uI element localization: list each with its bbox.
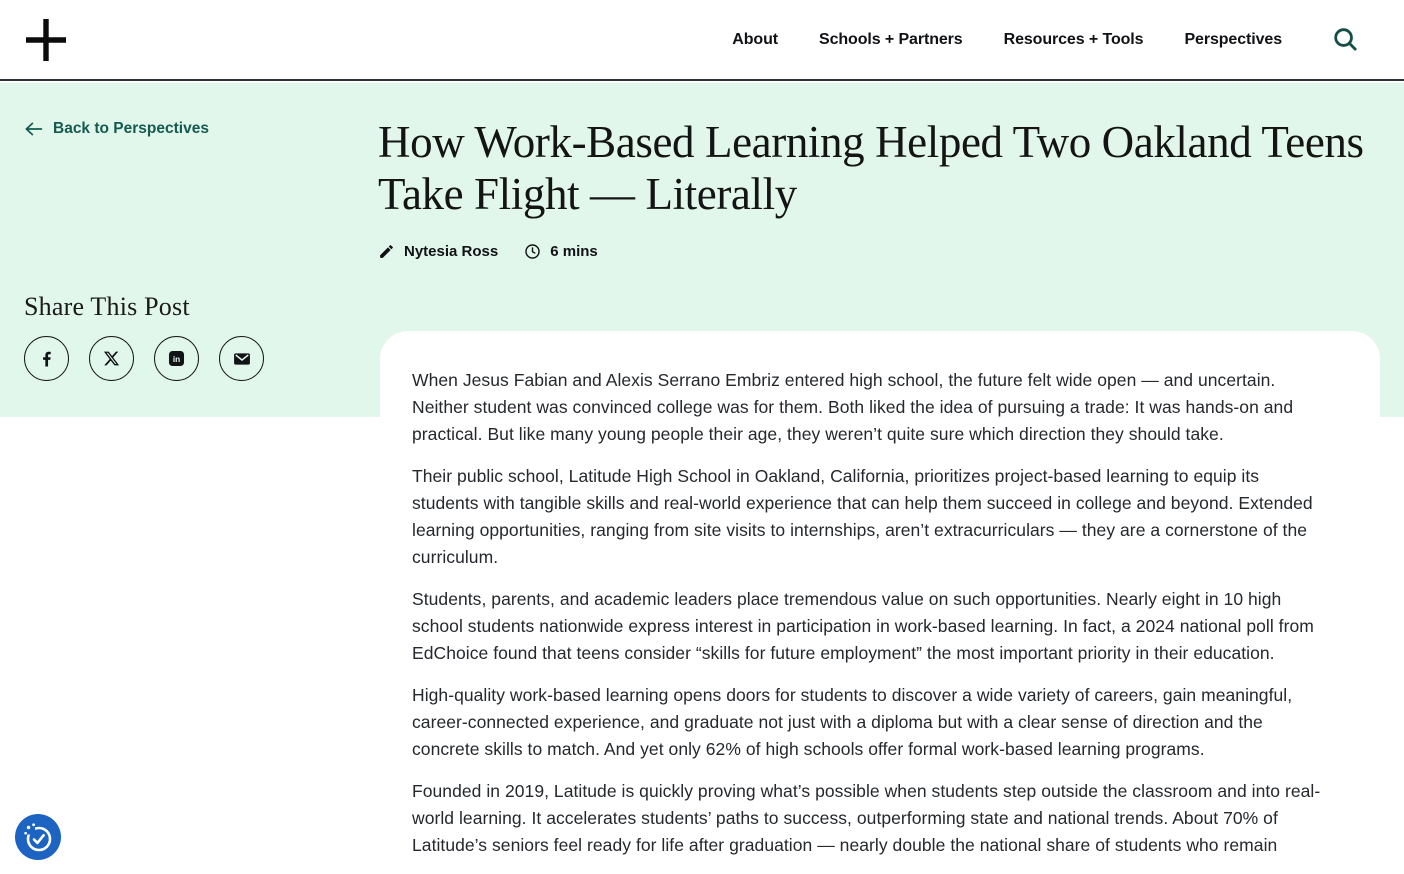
nav-item-resources-tools[interactable]: Resources + Tools bbox=[1003, 30, 1144, 48]
arrow-left-icon bbox=[24, 121, 43, 137]
article-body-card bbox=[380, 331, 1380, 874]
author-name: Nytesia Ross bbox=[404, 243, 499, 260]
article-meta bbox=[378, 243, 598, 260]
read-time: 6 mins bbox=[550, 243, 598, 260]
email-icon bbox=[232, 349, 252, 369]
article-paragraph: Their public school, Latitude High School in Oakland, California, prioritizes project-based learning to equip its students with tangible skills and real-world experience that can help them succeed in college and beyond. Extended learning opportunities, ranging from site visits to internships, aren’t extracurriculars — they are a cornerstone of the curriculum. bbox=[412, 466, 1313, 567]
facebook-icon bbox=[38, 350, 56, 368]
article-title: How Work-Based Learning Helped Two Oakland Teens Take Flight — Literally bbox=[378, 117, 1364, 219]
article-paragraph: Students, parents, and academic leaders place tremendous value on such opportunities. Nearly eight in 10 high school students nationwide express interest in participation in work-based learning. In fact, a 2024 national poll from EdChoice found that teens consider “skills for future employment” the most important priority in their education. bbox=[412, 589, 1314, 663]
top-navigation-bar bbox=[0, 0, 1404, 81]
linkedin-icon bbox=[167, 349, 186, 368]
clock-icon bbox=[524, 243, 541, 260]
article-paragraph: When Jesus Fabian and Alexis Serrano Embriz entered high school, the future felt wide open — and uncertain. Neither student was convinced college was for them. Both liked the idea of pursuing a trade: It was hands-on and practical. But like many young people their age, they weren’t quite sure which direction they should take. bbox=[412, 370, 1294, 444]
pencil-icon bbox=[378, 243, 395, 260]
share-block bbox=[24, 292, 264, 381]
article-paragraph: High-quality work-based learning opens doors for students to discover a wide variety of careers, gain meaningful, career-connected experience, and graduate not just with a diploma but with a clear sense of direction and the concrete skills to match. And yet only 62% of high schools offer formal work-based learning programs. bbox=[412, 685, 1293, 759]
share-heading: Share This Post bbox=[24, 292, 190, 321]
plus-logo[interactable] bbox=[24, 16, 68, 64]
search-icon bbox=[1332, 26, 1359, 53]
nav-item-schools-partners[interactable]: Schools + Partners bbox=[819, 30, 963, 48]
main-nav bbox=[732, 31, 1282, 49]
share-email-button[interactable] bbox=[219, 336, 264, 381]
share-facebook-button[interactable] bbox=[24, 336, 69, 381]
share-linkedin-button[interactable] bbox=[154, 336, 199, 381]
cookie-consent-button[interactable] bbox=[15, 814, 61, 860]
nav-item-perspectives[interactable]: Perspectives bbox=[1184, 30, 1282, 48]
back-link-label: Back to Perspectives bbox=[53, 120, 209, 137]
read-time-meta bbox=[524, 243, 598, 260]
x-twitter-icon bbox=[103, 350, 120, 367]
search-button[interactable] bbox=[1330, 25, 1360, 55]
back-to-perspectives-link[interactable] bbox=[24, 120, 209, 138]
cookie-check-icon bbox=[15, 814, 61, 860]
share-x-button[interactable] bbox=[89, 336, 134, 381]
plus-icon bbox=[25, 17, 67, 63]
nav-item-about[interactable]: About bbox=[732, 30, 779, 48]
author-meta bbox=[378, 243, 498, 260]
share-buttons bbox=[24, 336, 264, 381]
article-paragraph: Founded in 2019, Latitude is quickly proving what’s possible when students step outside the classroom and into real-world learning. It accelerates students’ paths to success, outperforming state and national trends. About 70% of Latitude’s seniors feel ready for life after graduation — nearly double the national share of students who remain bbox=[412, 781, 1321, 855]
svg-text:in: in bbox=[172, 353, 181, 364]
